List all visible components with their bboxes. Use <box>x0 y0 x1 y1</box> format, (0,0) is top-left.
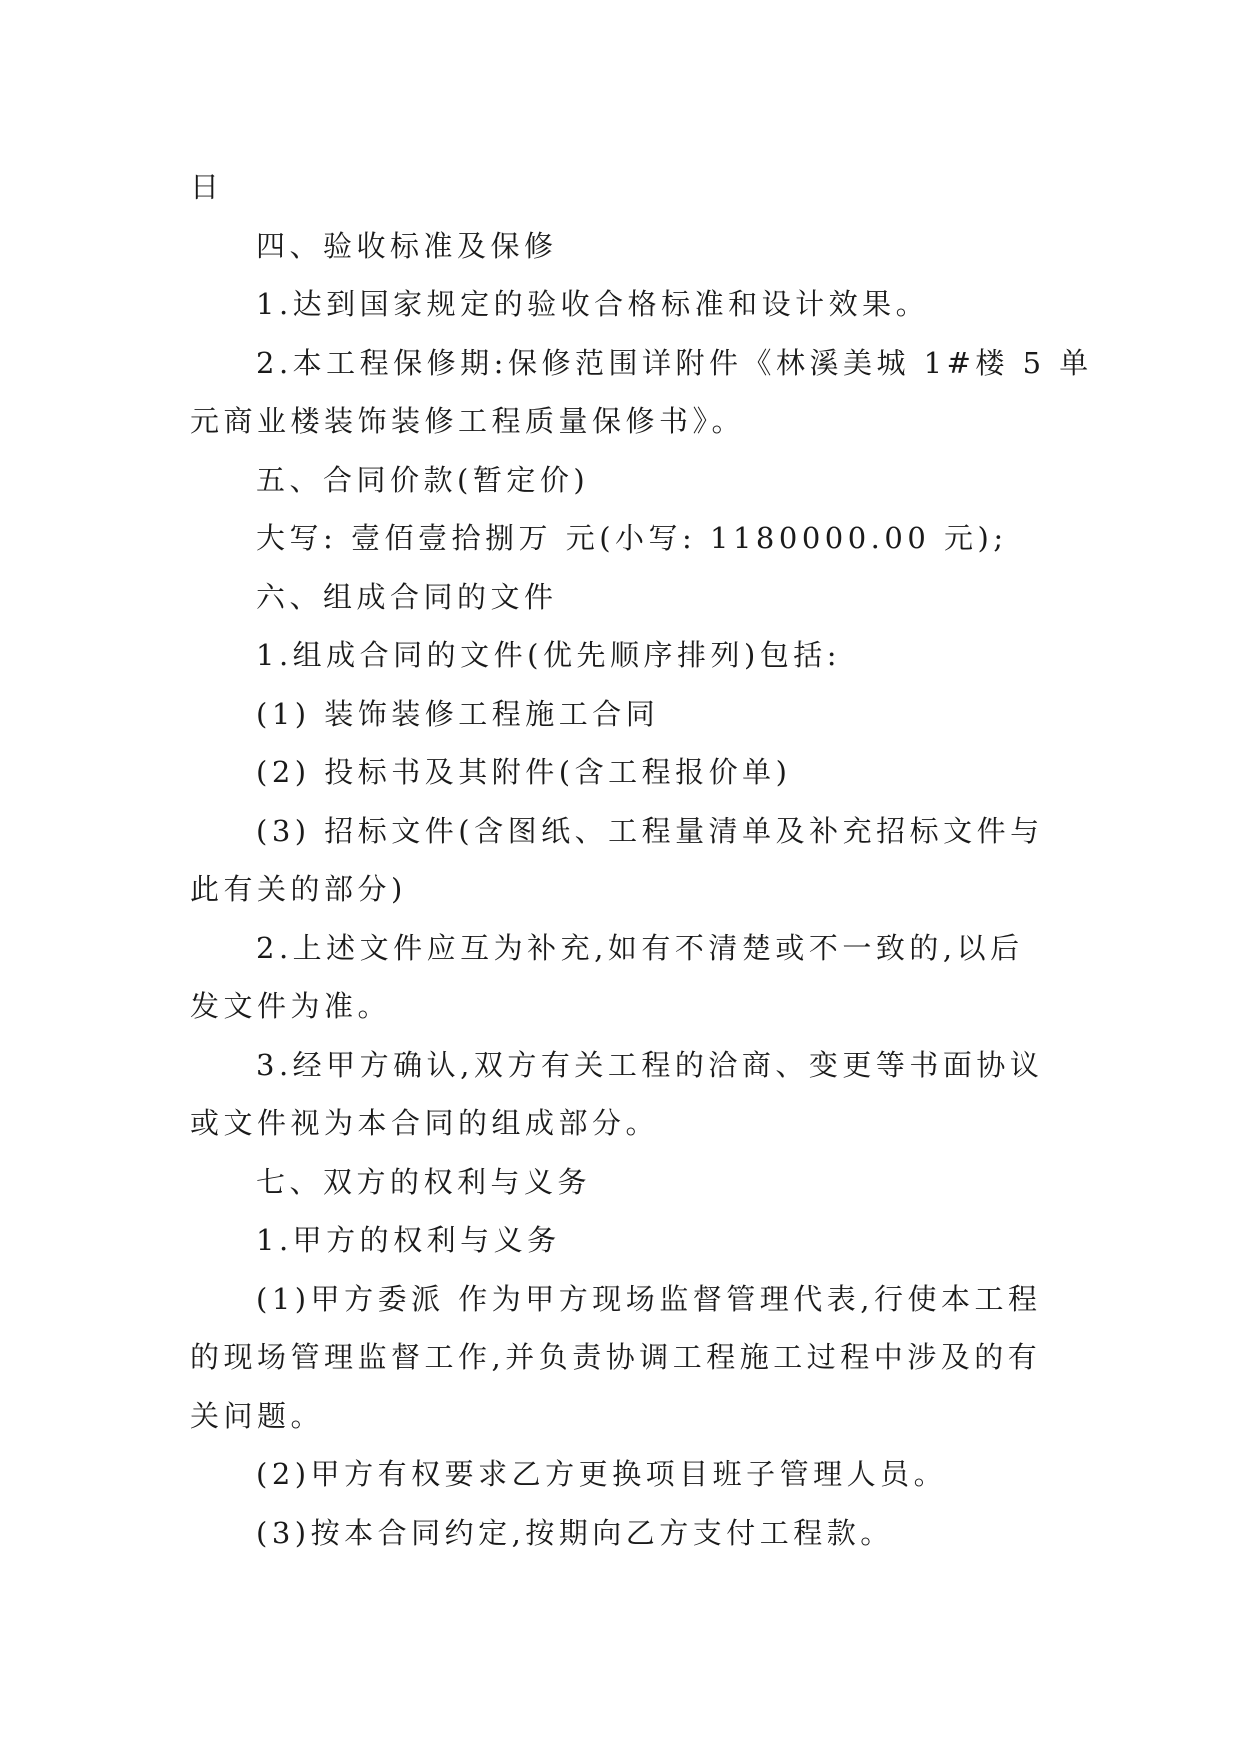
paragraph-line: 关问题。 <box>190 1398 325 1433</box>
section-heading-contract-documents: 六、组成合同的文件 <box>256 579 558 614</box>
list-item: (1) 装饰装修工程施工合同 <box>256 696 660 731</box>
paragraph-line: 1.达到国家规定的验收合格标准和设计效果。 <box>256 287 930 321</box>
paragraph-line: 的现场管理监督工作,并负责协调工程施工过程中涉及的有 <box>190 1340 1042 1374</box>
section-heading-contract-price: 五、合同价款(暂定价) <box>256 462 590 497</box>
paragraph-line: 此有关的部分) <box>190 872 407 906</box>
paragraph-line: 1.甲方的权利与义务 <box>256 1223 561 1257</box>
list-item: (3) 招标文件(含图纸、工程量清单及补充招标文件与 <box>256 813 1044 848</box>
paragraph-line: 2.上述文件应互为补充,如有不清楚或不一致的,以后 <box>256 930 1024 965</box>
document-body <box>190 158 1093 1562</box>
paragraph-line: 发文件为准。 <box>190 989 392 1023</box>
paragraph-line: 日 <box>190 170 224 204</box>
list-item: (2) 投标书及其附件(含工程报价单) <box>256 755 792 789</box>
paragraph-line: 3.经甲方确认,双方有关工程的洽商、变更等书面协议 <box>256 1047 1044 1082</box>
list-item: (3)按本合同约定,按期向乙方支付工程款。 <box>256 1515 894 1550</box>
section-heading-acceptance: 四、验收标准及保修 <box>256 228 558 263</box>
paragraph-line: 或文件视为本合同的组成部分。 <box>190 1106 660 1140</box>
list-item: (2)甲方有权要求乙方更换项目班子管理人员。 <box>256 1457 948 1491</box>
paragraph-line: 元商业楼装饰装修工程质量保修书》。 <box>190 404 746 438</box>
paragraph-line: 1.组成合同的文件(优先顺序排列)包括: <box>256 638 842 672</box>
contract-amount-line: 大写: 壹佰壹拾捌万 元(小写: 1180000.00 元); <box>256 521 1008 555</box>
section-heading-rights-obligations: 七、双方的权利与义务 <box>256 1164 592 1199</box>
paragraph-line: 2.本工程保修期:保修范围详附件《林溪美城 1#楼 5 单 <box>256 345 1093 380</box>
list-item: (1)甲方委派 作为甲方现场监督管理代表,行使本工程 <box>256 1281 1042 1316</box>
